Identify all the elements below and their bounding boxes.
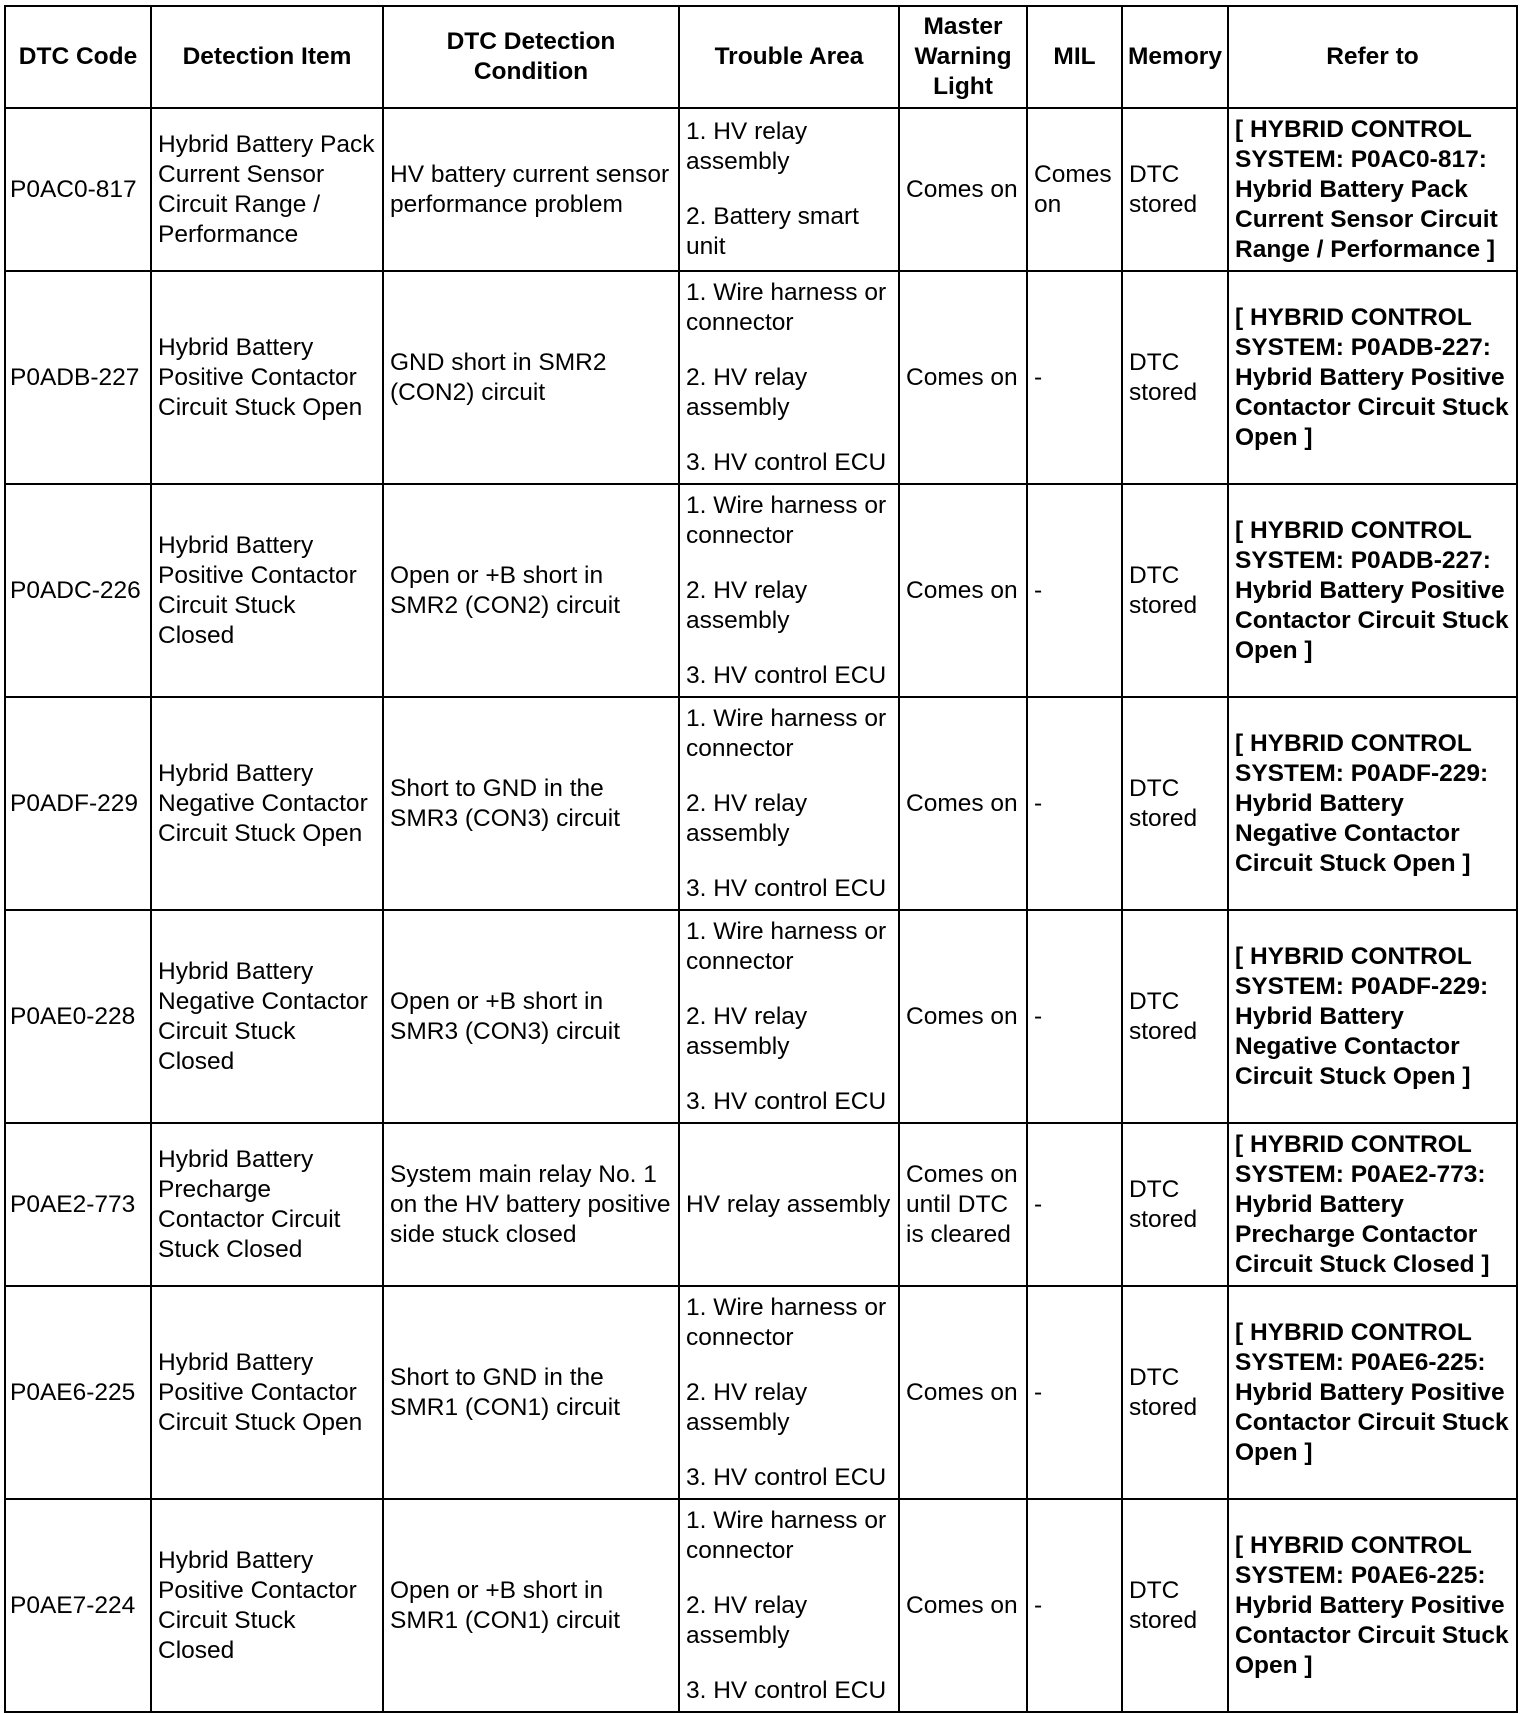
detection-item-cell: Hybrid Battery Pack Current Sensor Circuit Range / Performance xyxy=(151,108,383,271)
refer-to-cell: [ HYBRID CONTROL SYSTEM: P0AE2-773: Hybrid Battery Precharge Contactor Circuit Stuck Closed ] xyxy=(1228,1123,1517,1286)
table-row xyxy=(5,1286,1517,1499)
master-warning-light-cell: Comes on xyxy=(899,910,1027,1123)
detection-item-cell: Hybrid Battery Positive Contactor Circuit Stuck Closed xyxy=(151,1499,383,1712)
master-warning-light-cell: Comes on xyxy=(899,108,1027,271)
detection-condition-cell: Open or +B short in SMR2 (CON2) circuit xyxy=(383,484,679,697)
header-dtc-detection-condition: DTC Detection Condition xyxy=(383,6,679,108)
dtc-code-cell: P0AE2-773 xyxy=(5,1123,151,1286)
memory-cell: DTC stored xyxy=(1122,1286,1228,1499)
header-dtc-code: DTC Code xyxy=(5,6,151,108)
dtc-code-cell: P0AE0-228 xyxy=(5,910,151,1123)
master-warning-light-cell: Comes on xyxy=(899,271,1027,484)
dtc-table-container xyxy=(4,5,1518,1713)
trouble-area-item: 2. HV relay assembly xyxy=(686,1002,808,1060)
detection-item-cell: Hybrid Battery Positive Contactor Circuit Stuck Closed xyxy=(151,484,383,697)
detection-condition-cell: System main relay No. 1 on the HV battery positive side stuck closed xyxy=(383,1123,679,1286)
master-warning-light-cell: Comes on xyxy=(899,1499,1027,1712)
trouble-area-item: 1. Wire harness or connector xyxy=(686,704,887,762)
master-warning-light-cell: Comes on until DTC is cleared xyxy=(899,1123,1027,1286)
mil-cell: - xyxy=(1027,271,1122,484)
table-row xyxy=(5,484,1517,697)
dtc-code-cell: P0ADC-226 xyxy=(5,484,151,697)
refer-to-cell: [ HYBRID CONTROL SYSTEM: P0ADB-227: Hybrid Battery Positive Contactor Circuit Stuck Open ] xyxy=(1228,271,1517,484)
dtc-code-cell: P0AE7-224 xyxy=(5,1499,151,1712)
detection-item-cell: Hybrid Battery Negative Contactor Circuit Stuck Closed xyxy=(151,910,383,1123)
memory-cell: DTC stored xyxy=(1122,697,1228,910)
detection-item-cell: Hybrid Battery Negative Contactor Circuit Stuck Open xyxy=(151,697,383,910)
table-row xyxy=(5,697,1517,910)
mil-cell: Comes on xyxy=(1027,108,1122,271)
master-warning-light-cell: Comes on xyxy=(899,484,1027,697)
header-detection-item: Detection Item xyxy=(151,6,383,108)
trouble-area-cell xyxy=(679,108,899,271)
refer-to-cell: [ HYBRID CONTROL SYSTEM: P0ADB-227: Hybrid Battery Positive Contactor Circuit Stuck Open ] xyxy=(1228,484,1517,697)
header-mil: MIL xyxy=(1027,6,1122,108)
detection-condition-cell: HV battery current sensor performance problem xyxy=(383,108,679,271)
header-trouble-area: Trouble Area xyxy=(679,6,899,108)
refer-to-cell: [ HYBRID CONTROL SYSTEM: P0ADF-229: Hybrid Battery Negative Contactor Circuit Stuck Open ] xyxy=(1228,910,1517,1123)
trouble-area-item: 3. HV control ECU xyxy=(686,1087,887,1115)
table-row xyxy=(5,1499,1517,1712)
trouble-area-list xyxy=(686,917,892,1117)
trouble-area-item: 2. HV relay assembly xyxy=(686,1378,808,1436)
dtc-code-cell: P0ADB-227 xyxy=(5,271,151,484)
memory-cell: DTC stored xyxy=(1122,1499,1228,1712)
trouble-area-cell xyxy=(679,1286,899,1499)
table-row xyxy=(5,271,1517,484)
detection-condition-cell: GND short in SMR2 (CON2) circuit xyxy=(383,271,679,484)
detection-condition-cell: Open or +B short in SMR1 (CON1) circuit xyxy=(383,1499,679,1712)
table-body xyxy=(5,108,1517,1712)
trouble-area-cell xyxy=(679,484,899,697)
refer-to-cell: [ HYBRID CONTROL SYSTEM: P0AC0-817: Hybrid Battery Pack Current Sensor Circuit Range / Performance ] xyxy=(1228,108,1517,271)
trouble-area-list xyxy=(686,491,892,691)
trouble-area-item: 2. HV relay assembly xyxy=(686,363,808,421)
trouble-area-item: 3. HV control ECU xyxy=(686,1676,887,1704)
mil-cell: - xyxy=(1027,1499,1122,1712)
detection-condition-cell: Open or +B short in SMR3 (CON3) circuit xyxy=(383,910,679,1123)
trouble-area-item: 2. HV relay assembly xyxy=(686,1591,808,1649)
trouble-area-item: 1. Wire harness or connector xyxy=(686,278,887,336)
mil-cell: - xyxy=(1027,697,1122,910)
trouble-area-cell xyxy=(679,1123,899,1286)
trouble-area-item: 3. HV control ECU xyxy=(686,661,887,689)
header-refer-to: Refer to xyxy=(1228,6,1517,108)
trouble-area-item: 1. Wire harness or connector xyxy=(686,1506,887,1564)
mil-cell: - xyxy=(1027,910,1122,1123)
refer-to-cell: [ HYBRID CONTROL SYSTEM: P0AE6-225: Hybrid Battery Positive Contactor Circuit Stuck Open ] xyxy=(1228,1499,1517,1712)
trouble-area-item: 1. HV relay assembly xyxy=(686,118,808,175)
trouble-area-item: 3. HV control ECU xyxy=(686,448,887,476)
dtc-code-cell: P0ADF-229 xyxy=(5,697,151,910)
trouble-area-item: 3. HV control ECU xyxy=(686,874,887,902)
detection-item-cell: Hybrid Battery Positive Contactor Circuit Stuck Open xyxy=(151,1286,383,1499)
memory-cell: DTC stored xyxy=(1122,108,1228,271)
trouble-area-cell xyxy=(679,697,899,910)
memory-cell: DTC stored xyxy=(1122,271,1228,484)
mil-cell: - xyxy=(1027,1286,1122,1499)
memory-cell: DTC stored xyxy=(1122,1123,1228,1286)
dtc-code-cell: P0AC0-817 xyxy=(5,108,151,271)
table-row xyxy=(5,108,1517,271)
trouble-area-item: 1. Wire harness or connector xyxy=(686,917,887,975)
trouble-area-item: 3. HV control ECU xyxy=(686,1463,887,1491)
memory-cell: DTC stored xyxy=(1122,484,1228,697)
dtc-table xyxy=(4,5,1518,1713)
trouble-area-item: 1. Wire harness or connector xyxy=(686,491,887,549)
trouble-area-cell xyxy=(679,271,899,484)
detection-item-cell: Hybrid Battery Precharge Contactor Circuit Stuck Closed xyxy=(151,1123,383,1286)
table-row xyxy=(5,1123,1517,1286)
mil-cell: - xyxy=(1027,484,1122,697)
trouble-area-item: 2. HV relay assembly xyxy=(686,576,808,634)
table-row xyxy=(5,910,1517,1123)
trouble-area-cell xyxy=(679,910,899,1123)
trouble-area-list xyxy=(686,704,892,904)
trouble-area-list xyxy=(686,1293,892,1493)
trouble-area-cell xyxy=(679,1499,899,1712)
detection-condition-cell: Short to GND in the SMR1 (CON1) circuit xyxy=(383,1286,679,1499)
mil-cell: - xyxy=(1027,1123,1122,1286)
trouble-area-item: 1. Wire harness or connector xyxy=(686,1293,887,1351)
memory-cell: DTC stored xyxy=(1122,910,1228,1123)
trouble-area-item: HV relay assembly xyxy=(686,1190,891,1218)
table-header xyxy=(5,6,1517,108)
header-memory: Memory xyxy=(1122,6,1228,108)
master-warning-light-cell: Comes on xyxy=(899,697,1027,910)
trouble-area-item: 2. Battery smart unit xyxy=(686,203,859,260)
header-row xyxy=(5,6,1517,108)
dtc-code-cell: P0AE6-225 xyxy=(5,1286,151,1499)
master-warning-light-cell: Comes on xyxy=(899,1286,1027,1499)
refer-to-cell: [ HYBRID CONTROL SYSTEM: P0AE6-225: Hybrid Battery Positive Contactor Circuit Stuck Open ] xyxy=(1228,1286,1517,1499)
trouble-area-list xyxy=(686,1506,892,1706)
detection-item-cell: Hybrid Battery Positive Contactor Circuit Stuck Open xyxy=(151,271,383,484)
trouble-area-list xyxy=(686,278,892,478)
trouble-area-list xyxy=(686,1190,892,1220)
trouble-area-item: 2. HV relay assembly xyxy=(686,789,808,847)
refer-to-cell: [ HYBRID CONTROL SYSTEM: P0ADF-229: Hybrid Battery Negative Contactor Circuit Stuck Open ] xyxy=(1228,697,1517,910)
detection-condition-cell: Short to GND in the SMR3 (CON3) circuit xyxy=(383,697,679,910)
header-master-warning-light: Master Warning Light xyxy=(899,6,1027,108)
trouble-area-list xyxy=(686,117,892,262)
